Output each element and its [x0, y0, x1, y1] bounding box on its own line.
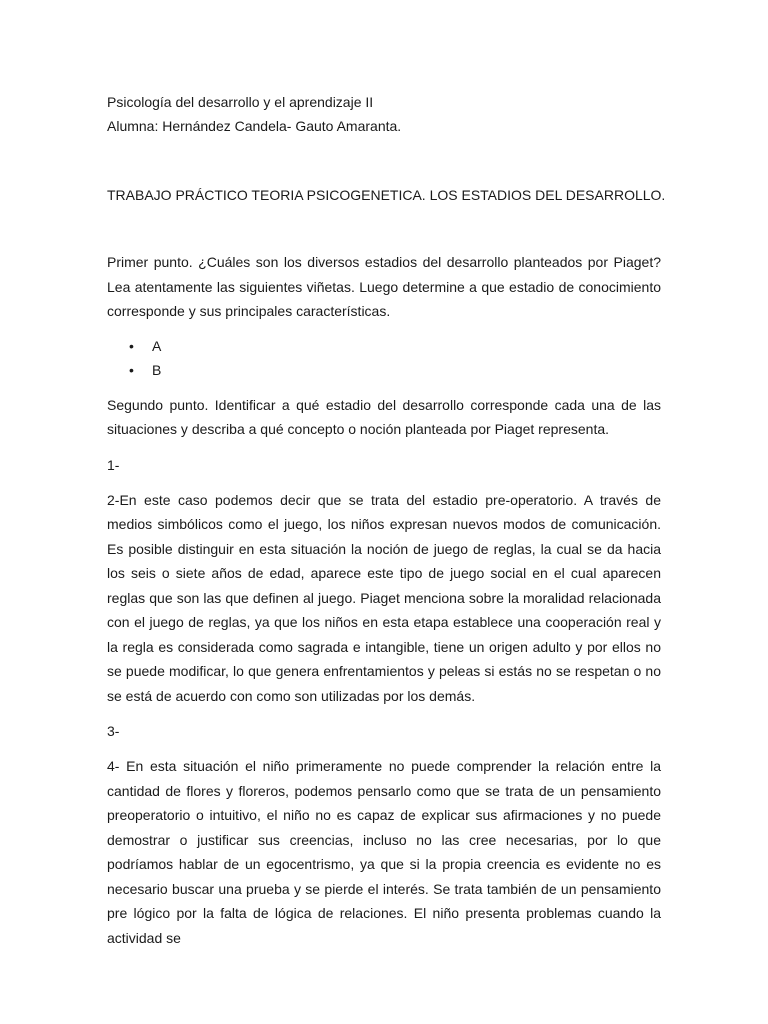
list-item-label: B [152, 361, 162, 378]
item-1: 1- [107, 456, 120, 473]
list-item-label: A [152, 337, 162, 354]
item-2-paragraph: 2-En este caso podemos decir que se trata del estadio pre-operatorio. A través de medios simbólicos como el juego, los niños expresan nuevos modos de comunicación. Es posible distinguir en esta situación la noción de juego de reglas, la cual se da hacia los seis o siete años de edad, aparece este tipo de juego social en el cual aparecen reglas que son las que definen al juego. Piaget menciona sobre la moralidad relacionada con el juego de reglas, ya que los niños en esta etapa establece una cooperación real y la regla es considerada como sagrada e intangible, tiene un origen adulto y por ellos no se puede modificar, lo que genera enfrentamientos y peleas si estás no se respetan o no se está de acuerdo con como son utilizadas por los demás. [107, 491, 661, 704]
document-body [107, 90, 666, 950]
first-point-paragraph: Primer punto. ¿Cuáles son los diversos estadios del desarrollo planteados por Piaget? Lea atentamente las siguientes viñetas. Luego determine a que estadio de conocimiento corresponde y sus principales características. [107, 254, 661, 319]
second-point-paragraph: Segundo punto. Identificar a qué estadio del desarrollo corresponde cada una de las situaciones y describa a qué concepto o noción planteada por Piaget representa. [107, 396, 661, 437]
document-title: TRABAJO PRÁCTICO TEORIA PSICOGENETICA. LOS ESTADIOS DEL DESARROLLO. [107, 187, 666, 203]
bullet-marker: • [129, 361, 134, 378]
list-item [107, 358, 661, 382]
vignette-list [107, 334, 661, 382]
bullet-marker: • [129, 337, 134, 354]
item-3: 3- [107, 723, 120, 739]
item-4-paragraph: 4- En esta situación el niño primeramente no puede comprender la relación entre la cantidad de flores y floreros, podemos pensarlo como que se trata de un pensamiento preoperatorio o intuitivo, el niño no es capaz de explicar sus afirmaciones y no puede demostrar o justificar sus creencias, incluso no las cree necesarias, por lo que podríamos hablar de un egocentrismo, ya que si la propia creencia es evidente no es necesario buscar una prueba y se pierde el interés. Se trata también de un pensamiento pre lógico por la falta de lógica de relaciones. El niño presenta problemas cuando la actividad se [107, 758, 661, 946]
list-item [107, 334, 661, 358]
course-name: Psicología del desarrollo y el aprendizaje II [107, 94, 374, 110]
student-names: Alumna: Hernández Candela- Gauto Amaranta. [107, 118, 402, 134]
